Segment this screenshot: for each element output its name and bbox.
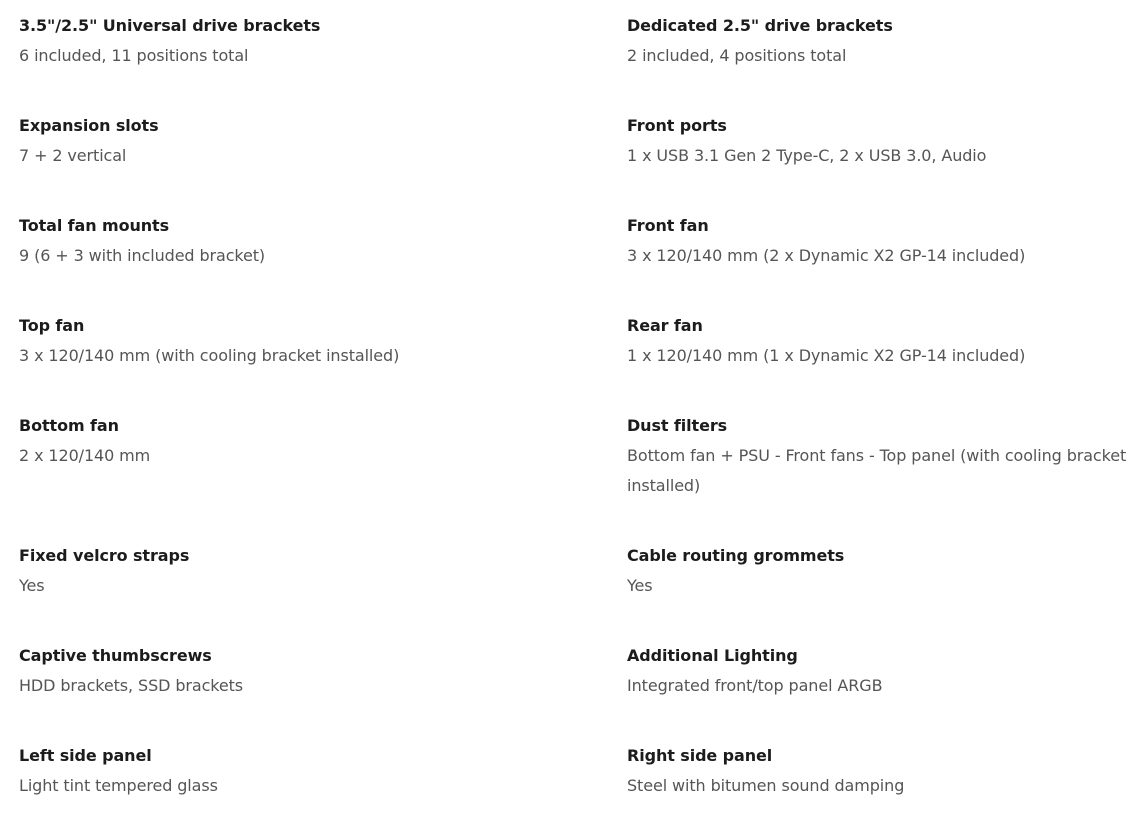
spec-value: 9 (6 + 3 with included bracket)	[19, 246, 266, 265]
spec-value: HDD brackets, SSD brackets	[19, 676, 244, 695]
spec-left-side-panel	[19, 746, 579, 801]
spec-cable-routing-grommets	[627, 546, 1139, 601]
spec-bottom-fan	[19, 416, 579, 471]
spec-front-ports	[627, 116, 1139, 171]
spec-value: Steel with bitumen sound damping	[627, 776, 905, 795]
spec-label: 3.5"/2.5" Universal drive brackets	[19, 16, 321, 35]
spec-label: Front fan	[627, 216, 709, 235]
spec-value: 2 x 120/140 mm	[19, 446, 151, 465]
spec-value: 3 x 120/140 mm (with cooling bracket installed)	[19, 346, 400, 365]
spec-value: Yes	[19, 576, 45, 595]
spec-value: Bottom fan + PSU - Front fans - Top panel (with cooling bracket installed)	[627, 446, 1127, 495]
spec-label: Dust filters	[627, 416, 728, 435]
spec-label: Front ports	[627, 116, 727, 135]
spec-total-fan-mounts	[19, 216, 579, 271]
spec-dust-filters	[627, 416, 1139, 501]
spec-label: Fixed velcro straps	[19, 546, 190, 565]
spec-value: Yes	[627, 576, 653, 595]
spec-label: Bottom fan	[19, 416, 119, 435]
spec-label: Dedicated 2.5" drive brackets	[627, 16, 893, 35]
spec-label: Cable routing grommets	[627, 546, 845, 565]
spec-value: Integrated front/top panel ARGB	[627, 676, 883, 695]
spec-additional-lighting	[627, 646, 1139, 701]
spec-fixed-velcro-straps	[19, 546, 579, 601]
spec-label: Top fan	[19, 316, 85, 335]
spec-value: 3 x 120/140 mm (2 x Dynamic X2 GP-14 included)	[627, 246, 1026, 265]
spec-rear-fan	[627, 316, 1139, 371]
spec-right-side-panel	[627, 746, 1139, 801]
spec-captive-thumbscrews	[19, 646, 579, 701]
spec-value: 1 x 120/140 mm (1 x Dynamic X2 GP-14 included)	[627, 346, 1026, 365]
spec-label: Total fan mounts	[19, 216, 170, 235]
spec-front-fan	[627, 216, 1139, 271]
spec-expansion-slots	[19, 116, 579, 171]
spec-universal-drive-brackets	[19, 16, 579, 71]
spec-top-fan	[19, 316, 579, 371]
spec-value: Light tint tempered glass	[19, 776, 218, 795]
spec-label: Left side panel	[19, 746, 152, 765]
spec-label: Expansion slots	[19, 116, 159, 135]
spec-dedicated-drive-brackets	[627, 16, 1139, 71]
spec-label: Rear fan	[627, 316, 703, 335]
spec-value: 6 included, 11 positions total	[19, 46, 249, 65]
spec-label: Right side panel	[627, 746, 773, 765]
spec-value: 2 included, 4 positions total	[627, 46, 847, 65]
spec-label: Additional Lighting	[627, 646, 798, 665]
spec-value: 1 x USB 3.1 Gen 2 Type-C, 2 x USB 3.0, Audio	[627, 146, 987, 165]
spec-label: Captive thumbscrews	[19, 646, 212, 665]
spec-value: 7 + 2 vertical	[19, 146, 127, 165]
